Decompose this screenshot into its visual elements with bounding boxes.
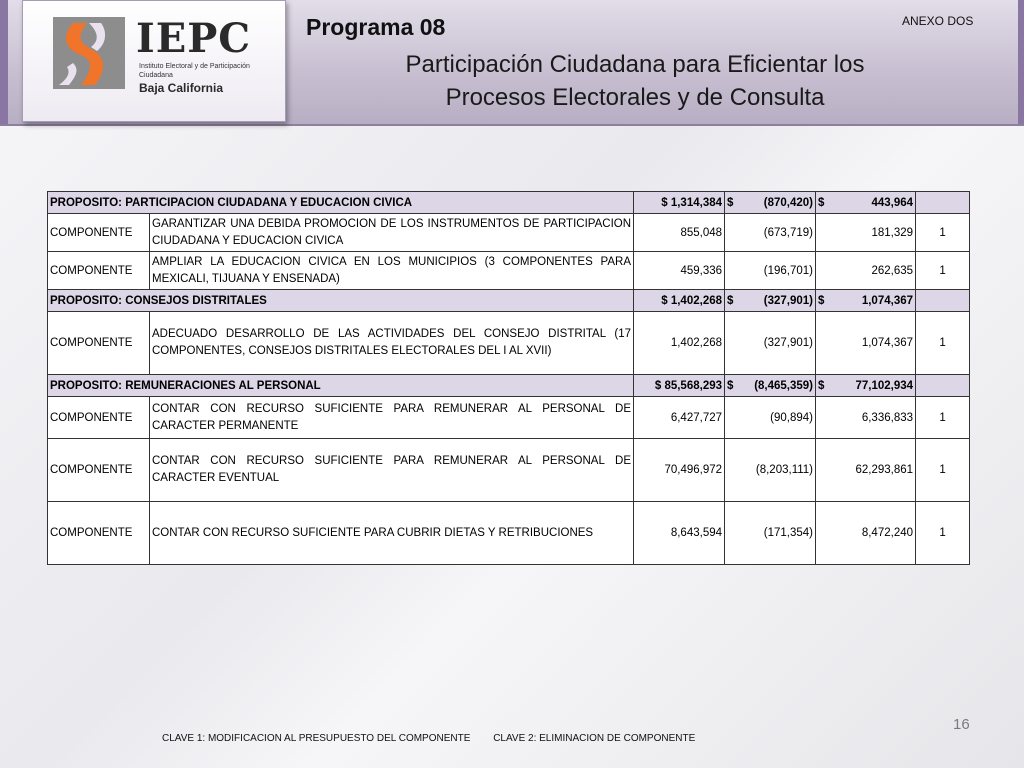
iepc-logo-icon — [51, 15, 129, 93]
original-amount: 70,496,972 — [634, 439, 725, 502]
modification-amount: (171,354) — [725, 502, 816, 565]
clave-cell: 1 — [916, 397, 970, 439]
proposito-label: PROPOSITO: REMUNERACIONES AL PERSONAL — [48, 375, 634, 397]
componente-row — [48, 312, 970, 375]
proposito-row — [48, 192, 970, 214]
proposito-label: PROPOSITO: PARTICIPACION CIUDADANA Y EDUCACION CIVICA — [48, 192, 634, 214]
page-title-line-2: Procesos Electorales y de Consulta — [445, 84, 825, 111]
legend-clave-2: CLAVE 2: ELIMINACION DE COMPONENTE — [493, 733, 696, 744]
clave-cell — [916, 192, 970, 214]
final-amount-value: 1,074,367 — [861, 294, 914, 307]
componente-label: COMPONENTE — [48, 312, 150, 375]
logo-subtitle: Instituto Electoral y de Participación Ciudadana — [139, 63, 250, 79]
componente-description: GARANTIZAR UNA DEBIDA PROMOCION DE LOS INSTRUMENTOS DE PARTICIPACION CIUDADANA Y EDUCACION CIVICA — [150, 214, 634, 252]
componente-row — [48, 214, 970, 252]
final-amount — [816, 290, 916, 312]
dollar-sign: $ — [727, 379, 734, 392]
program-title: Programa 08 — [306, 14, 446, 40]
componente-label: COMPONENTE — [48, 397, 150, 439]
original-amount: 459,336 — [634, 252, 725, 290]
proposito-row — [48, 290, 970, 312]
modification-amount: (8,203,111) — [725, 439, 816, 502]
logo-name: IEPC — [136, 15, 252, 62]
footer-legend — [162, 733, 715, 744]
modification-amount: (196,701) — [725, 252, 816, 290]
componente-label: COMPONENTE — [48, 439, 150, 502]
budget-table-body — [48, 192, 970, 565]
componente-label: COMPONENTE — [48, 252, 150, 290]
componente-row — [48, 502, 970, 565]
modification-amount-value: (327,901) — [763, 294, 814, 307]
componente-label: COMPONENTE — [48, 214, 150, 252]
page-title-line-1: Participación Ciudadana para Eficientar los — [405, 51, 865, 78]
modification-amount — [725, 375, 816, 397]
dollar-sign: $ — [727, 294, 734, 307]
componente-description: CONTAR CON RECURSO SUFICIENTE PARA REMUNERAR AL PERSONAL DE CARACTER PERMANENTE — [150, 397, 634, 439]
final-amount-value: 443,964 — [871, 196, 914, 209]
componente-description: CONTAR CON RECURSO SUFICIENTE PARA CUBRIR DIETAS Y RETRIBUCIONES — [150, 502, 634, 565]
clave-cell: 1 — [916, 214, 970, 252]
componente-row — [48, 439, 970, 502]
legend-clave-1: CLAVE 1: MODIFICACION AL PRESUPUESTO DEL COMPONENTE — [162, 733, 471, 744]
page-title — [300, 48, 970, 114]
logo — [22, 0, 286, 122]
final-amount: 62,293,861 — [816, 439, 916, 502]
modification-amount: (90,894) — [725, 397, 816, 439]
componente-description: CONTAR CON RECURSO SUFICIENTE PARA REMUNERAR AL PERSONAL DE CARACTER EVENTUAL — [150, 439, 634, 502]
original-amount: 6,427,727 — [634, 397, 725, 439]
final-amount: 1,074,367 — [816, 312, 916, 375]
clave-cell: 1 — [916, 439, 970, 502]
clave-cell — [916, 375, 970, 397]
header-stripe-left — [0, 0, 8, 124]
header-stripe-right — [1018, 0, 1024, 124]
clave-cell — [916, 290, 970, 312]
dollar-sign: $ — [818, 379, 825, 392]
original-amount: 8,643,594 — [634, 502, 725, 565]
clave-cell: 1 — [916, 502, 970, 565]
budget-table — [47, 191, 970, 565]
modification-amount: (673,719) — [725, 214, 816, 252]
final-amount-value: 77,102,934 — [855, 379, 914, 392]
componente-row — [48, 397, 970, 439]
modification-amount — [725, 192, 816, 214]
componente-label: COMPONENTE — [48, 502, 150, 565]
componente-description: AMPLIAR LA EDUCACION CIVICA EN LOS MUNICIPIOS (3 COMPONENTES PARA MEXICALI, TIJUANA Y ENSENADA) — [150, 252, 634, 290]
dollar-sign: $ — [818, 196, 825, 209]
logo-state: Baja California — [139, 81, 224, 95]
final-amount: 181,329 — [816, 214, 916, 252]
clave-cell: 1 — [916, 252, 970, 290]
annex-label: ANEXO DOS — [902, 14, 974, 28]
original-amount: $ 85,568,293 — [634, 375, 725, 397]
dollar-sign: $ — [727, 196, 734, 209]
final-amount: 262,635 — [816, 252, 916, 290]
final-amount: 6,336,833 — [816, 397, 916, 439]
original-amount: $ 1,402,268 — [634, 290, 725, 312]
proposito-label: PROPOSITO: CONSEJOS DISTRITALES — [48, 290, 634, 312]
modification-amount: (327,901) — [725, 312, 816, 375]
original-amount: 1,402,268 — [634, 312, 725, 375]
original-amount: 855,048 — [634, 214, 725, 252]
final-amount: 8,472,240 — [816, 502, 916, 565]
componente-description: ADECUADO DESARROLLO DE LAS ACTIVIDADES DEL CONSEJO DISTRITAL (17 COMPONENTES, CONSEJOS DISTRITALES ELECTORALES DEL I AL XVII) — [150, 312, 634, 375]
final-amount — [816, 375, 916, 397]
clave-cell: 1 — [916, 312, 970, 375]
modification-amount-value: (8,465,359) — [754, 379, 814, 392]
original-amount: $ 1,314,384 — [634, 192, 725, 214]
page-number: 16 — [953, 716, 970, 733]
dollar-sign: $ — [818, 294, 825, 307]
componente-row — [48, 252, 970, 290]
proposito-row — [48, 375, 970, 397]
modification-amount-value: (870,420) — [763, 196, 814, 209]
final-amount — [816, 192, 916, 214]
modification-amount — [725, 290, 816, 312]
